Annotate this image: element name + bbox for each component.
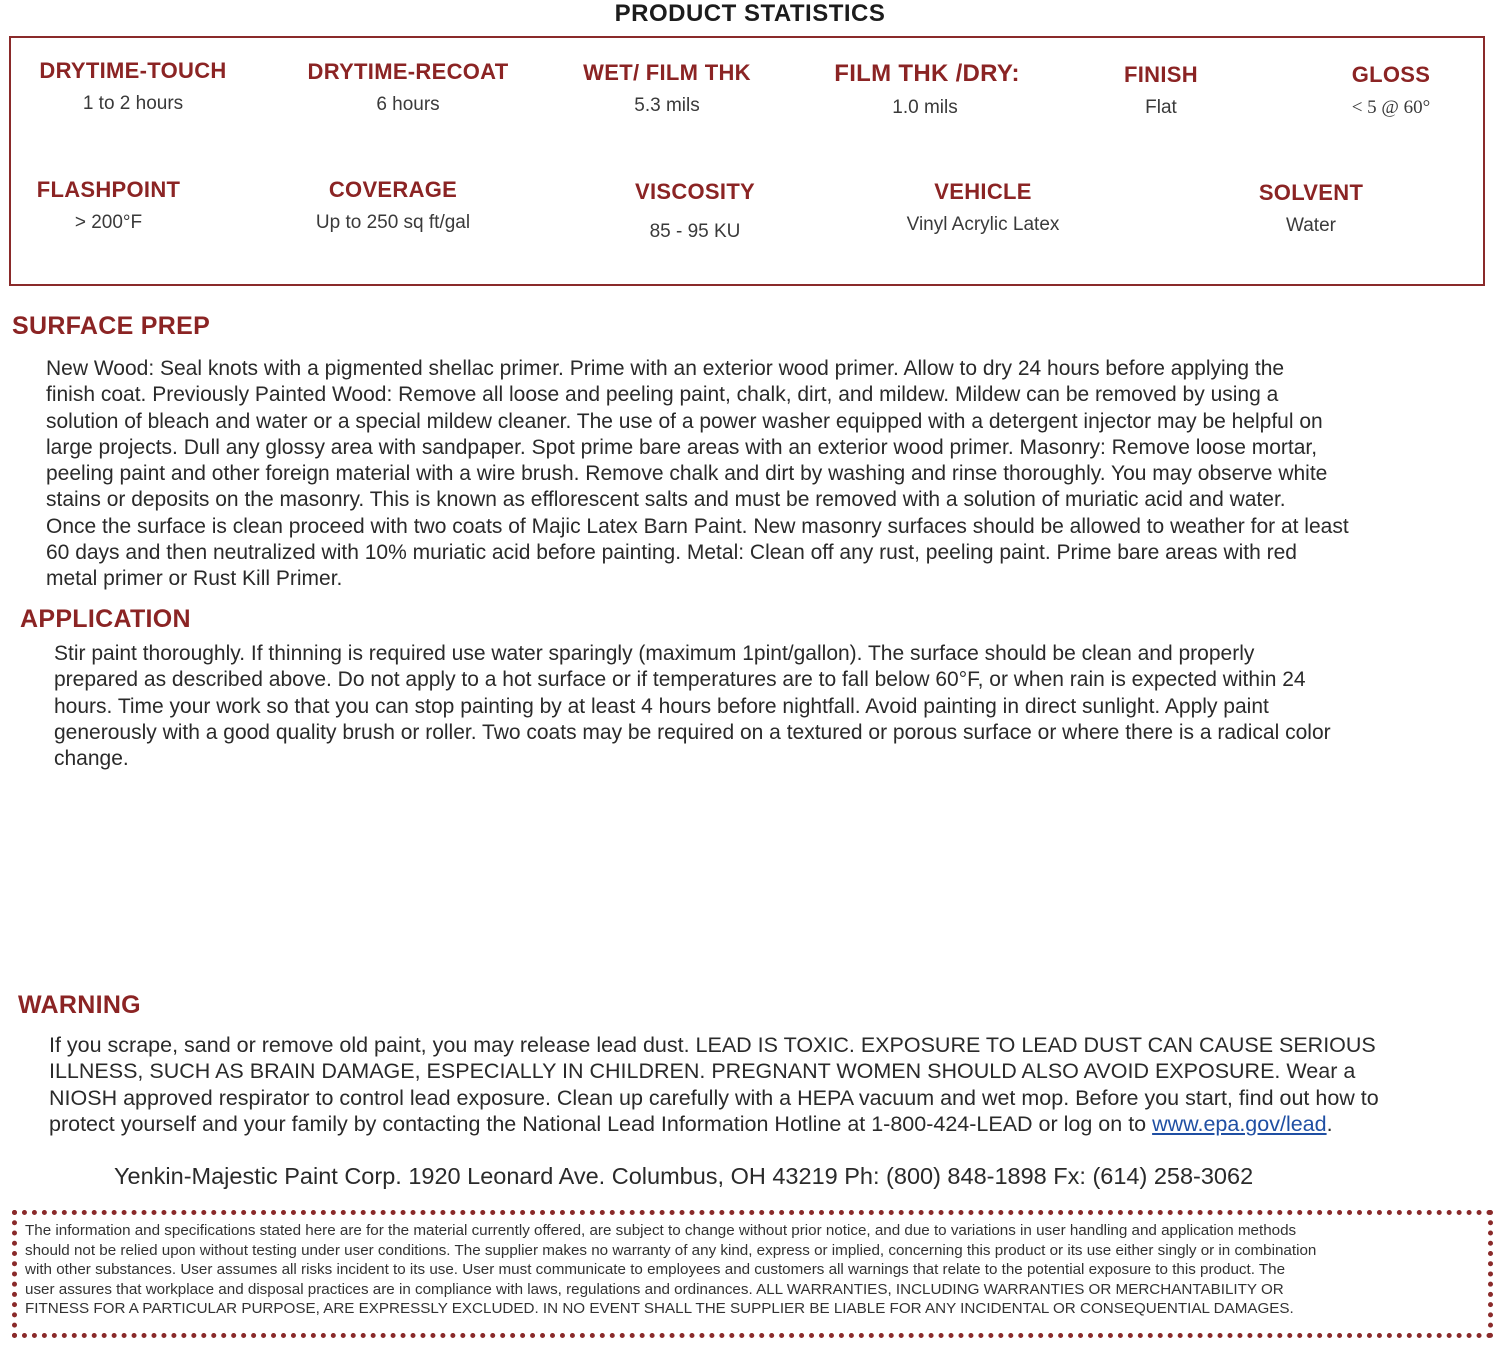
application-text (54, 641, 1331, 772)
stat-value: < 5 @ 60° (1351, 97, 1431, 118)
stat-drytime-recoat (299, 59, 517, 116)
text-line: Stir paint thoroughly. If thinning is required use water sparingly (maximum 1pint/gallon). The surface should be clean and properly (54, 642, 1255, 665)
text-line: Once the surface is clean proceed with two coats of Majic Latex Barn Paint. New masonry surfaces should be allowed to weather for at least (46, 514, 1349, 538)
text-line: peeling paint and other foreign material with a wire brush. Remove chalk and dirt by washing and rinse thoroughly. You may observe white (46, 462, 1328, 486)
surface-prep-heading: SURFACE PREP (12, 312, 211, 340)
surface-prep-text (46, 356, 1349, 593)
company-contact: Yenkin-Majestic Paint Corp. 1920 Leonard Ave. Columbus, OH 43219 Ph: (800) 848-1898 Fx: (614) 258-3062 (114, 1163, 1254, 1189)
disclaimer-line: should not be relied upon without testing under user conditions. The supplier makes no warranty of any kind, express or implied, concerning this product or its use either singly or in combination (25, 1241, 1317, 1259)
stat-coverage (293, 177, 493, 234)
text-line: solution of bleach and water or a special mildew cleaner. The use of a power washer equipped with a detergent injector may be helpful on (46, 409, 1323, 433)
text-fragment: . (1326, 1111, 1333, 1136)
stat-value: Water (1286, 215, 1336, 236)
stat-value: 85 - 95 KU (649, 221, 741, 242)
disclaimer-box (12, 1210, 1493, 1338)
application-heading: APPLICATION (20, 605, 191, 633)
stat-solvent (1231, 180, 1391, 237)
text-line: 60 days and then neutralized with 10% muriatic acid before painting. Metal: Clean off any rust, peeling paint. Prime bare areas with red (46, 541, 1297, 565)
product-statistics-box (9, 36, 1485, 286)
warning-heading: WARNING (18, 991, 141, 1019)
disclaimer-line: user assures that workplace and disposal practices are in compliance with laws, regulations and ordinances. ALL WARRANTIES, INCLUDING WARRANTIES OR MERCHANTABILITY OR (25, 1280, 1284, 1298)
text-line: prepared as described above. Do not apply to a hot surface or if temperatures are to fall below 60°F, or when rain is expected within 24 (54, 668, 1306, 692)
stat-drytime-touch (33, 58, 233, 115)
stat-wet-film-thk (567, 60, 767, 117)
stat-value: Flat (1145, 97, 1177, 118)
stat-label: COVERAGE (328, 177, 458, 202)
text-line: hours. Time your work so that you can stop painting by at least 4 hours before nightfall. Avoid painting in direct sunlight. Apply paint (54, 694, 1269, 718)
stat-value: 1 to 2 hours (82, 93, 184, 114)
epa-lead-link[interactable]: www.epa.gov/lead (1152, 1111, 1327, 1136)
page-title: PRODUCT STATISTICS (614, 0, 886, 27)
disclaimer-line: with other substances. User assumes all risks incident to its use. User must communicate to employees and customers all warnings that relate to the potential exposure to this product. The (25, 1261, 1286, 1279)
warning-text (49, 1032, 1379, 1137)
text-line: metal primer or Rust Kill Primer. (46, 567, 343, 591)
text-line: change. (54, 747, 129, 771)
disclaimer-line: FITNESS FOR A PARTICULAR PURPOSE, ARE EXPRESSLY EXCLUDED. IN NO EVENT SHALL THE SUPPLIER BE LIABLE FOR ANY INCIDENTAL OR CONSEQUENTIAL DAMAGES. (25, 1300, 1294, 1318)
stat-label: FINISH (1124, 62, 1198, 87)
stat-label: FLASHPOINT (36, 177, 181, 202)
text-line: large projects. Dull any glossy area with sandpaper. Spot prime bare areas with an exterior wood primer. Masonry: Remove loose mortar, (46, 435, 1318, 459)
stat-label: FILM THK /DRY: (834, 60, 1020, 87)
disclaimer-line: The information and specifications stated here are for the material currently offered, are subject to change without prior notice, and due to variations in user handling and application methods (25, 1222, 1297, 1239)
stat-vehicle (883, 179, 1083, 236)
stat-value: Up to 250 sq ft/gal (315, 212, 471, 233)
stat-label: WET/ FILM THK (583, 60, 751, 85)
stat-value: 1.0 mils (892, 97, 958, 118)
stat-viscosity (605, 179, 785, 243)
text-line: New Wood: Seal knots with a pigmented shellac primer. Prime with an exterior wood primer. Allow to dry 24 hours before applying the (46, 357, 1285, 380)
stat-label: SOLVENT (1258, 180, 1364, 205)
stat-value: Vinyl Acrylic Latex (906, 214, 1060, 235)
text-line: stains or deposits on the masonry. This is known as efflorescent salts and must be removed with a solution of muriatic acid and water. (46, 488, 1286, 512)
stat-gloss (1321, 62, 1461, 119)
stat-label: DRYTIME-RECOAT (307, 59, 509, 84)
stat-flashpoint (31, 177, 186, 234)
text-line: If you scrape, sand or remove old paint, you may release lead dust. LEAD IS TOXIC. EXPOSURE TO LEAD DUST CAN CAUSE SERIOUS (49, 1033, 1376, 1057)
text-line: generously with a good quality brush or roller. Two coats may be required on a textured or porous surface or where there is a radical color (54, 720, 1331, 744)
stat-label: VISCOSITY (634, 179, 756, 204)
stat-label: VEHICLE (934, 179, 1032, 204)
text-line: NIOSH approved respirator to control lead exposure. Clean up carefully with a HEPA vacuum and wet mop. Before you start, find out how to (49, 1085, 1379, 1110)
text-line (49, 1111, 1379, 1137)
stat-finish (1091, 62, 1231, 119)
stat-label: DRYTIME-TOUCH (39, 58, 227, 83)
text-line: finish coat. Previously Painted Wood: Remove all loose and peeling paint, chalk, dirt, and mildew. Mildew can be removed by using a (46, 383, 1279, 407)
stat-value: 5.3 mils (634, 95, 700, 116)
stat-value: 6 hours (376, 94, 440, 115)
text-fragment: protect yourself and your family by contacting the National Lead Information Hotline at 1-800-424-LEAD or log on to (49, 1111, 1153, 1136)
text-line: ILLNESS, SUCH AS BRAIN DAMAGE, ESPECIALLY IN CHILDREN. PREGNANT WOMEN SHOULD ALSO AVOID EXPOSURE. Wear a (49, 1059, 1356, 1084)
stat-value: > 200°F (74, 212, 143, 233)
stat-label: GLOSS (1351, 62, 1431, 87)
stat-film-thk-dry (817, 60, 1037, 119)
